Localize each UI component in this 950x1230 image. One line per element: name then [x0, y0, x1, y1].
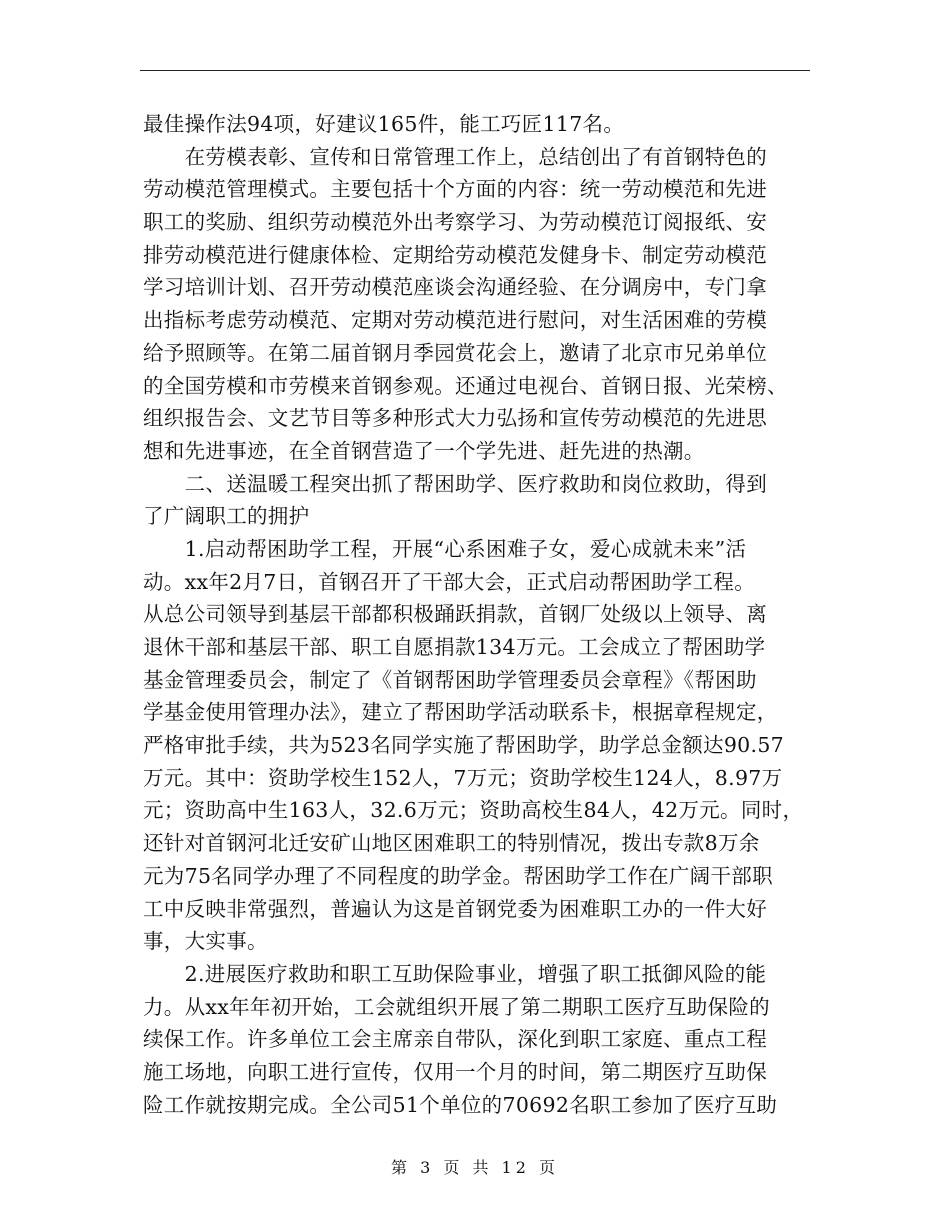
text-line: 给予照顾等。在第二届首钢月季园赏花会上，邀请了北京市兄弟单位 [143, 340, 767, 365]
text-line: 从总公司领导到基层干部都积极踊跃捐款，首钢厂处级以上领导、离 [143, 602, 767, 627]
text-line: 学习培训计划、召开劳动模范座谈会沟通经验、在分调房中，专门拿 [143, 275, 767, 300]
text-line: 元；资助高中生163人，32.6万元；资助高校生84人，42万元。同时， [143, 798, 804, 823]
text-line: 最佳操作法94项，好建议165件，能工巧匠117名。 [143, 112, 625, 136]
page-number-footer: 第 3 页 共 12 页 [391, 1158, 559, 1177]
text-line: 严格审批手续，共为523名同学实施了帮困助学，助学总金额达90.57 [143, 733, 785, 758]
document-body [143, 108, 823, 1121]
text-line: 2.进展医疗救助和职工互助保险事业，增强了职工抵御风险的能 [143, 961, 767, 986]
text-line: 险工作就按期完成。全公司51个单位的70692名职工参加了医疗互助 [143, 1092, 778, 1117]
text-line: 在劳模表彰、宣传和日常管理工作上，总结创出了有首钢特色的 [143, 144, 767, 169]
text-line: 力。从xx年年初开始，工会就组织开展了第二期职工医疗互助保险的 [143, 994, 770, 1019]
text-line: 施工场地，向职工进行宣传，仅用一个月的时间，第二期医疗互助保 [143, 1059, 767, 1084]
text-line: 想和先进事迹，在全首钢营造了一个学先进、赶先进的热潮。 [143, 438, 705, 463]
text-line: 1.启动帮困助学工程，开展“心系困难子女，爱心成就未来”活 [143, 536, 747, 561]
text-line: 二、送温暖工程突出抓了帮困助学、医疗救助和岗位救助，得到 [143, 471, 767, 496]
text-line: 的全国劳模和市劳模来首钢参观。还通过电视台、首钢日报、光荣榜、 [143, 373, 788, 398]
text-line: 工中反映非常强烈，普遍认为这是首钢党委为困难职工办的一件大好 [143, 896, 767, 921]
text-line: 劳动模范管理模式。主要包括十个方面的内容：统一劳动模范和先进 [143, 177, 767, 202]
text-line: 还针对首钢河北迁安矿山地区困难职工的特别情况，拨出专款8万余 [143, 831, 760, 856]
text-line: 万元。其中：资助学校生152人，7万元；资助学校生124人，8.97万 [143, 765, 783, 790]
text-line: 退休干部和基层干部、职工自愿捐款134万元。工会成立了帮困助学 [143, 635, 766, 659]
text-line: 基金管理委员会，制定了《首钢帮困助学管理委员会章程》《帮困助 [143, 667, 757, 692]
text-line: 元为75名同学办理了不同程度的助学金。帮困助学工作在广阔干部职 [143, 863, 773, 888]
text-line: 动。xx年2月7日，首钢召开了干部大会，正式启动帮困助学工程。 [143, 569, 756, 594]
text-line: 组织报告会、文艺节目等多种形式大力弘扬和宣传劳动模范的先进思 [143, 406, 767, 431]
text-line: 职工的奖励、组织劳动模范外出考察学习、为劳动模范订阅报纸、安 [143, 210, 767, 235]
text-line: 排劳动模范进行健康体检、定期给劳动模范发健身卡、制定劳动模范 [143, 242, 767, 267]
text-line: 续保工作。许多单位工会主席亲自带队，深化到职工家庭、重点工程 [143, 1027, 767, 1052]
text-line: 出指标考虑劳动模范、定期对劳动模范进行慰问，对生活困难的劳模 [143, 308, 767, 333]
text-line: 学基金使用管理办法》，建立了帮困助学活动联系卡，根据章程规定， [143, 700, 778, 725]
text-line: 事，大实事。 [143, 929, 268, 954]
text-line: 了广阔职工的拥护 [143, 504, 310, 529]
header-rule [140, 70, 810, 71]
